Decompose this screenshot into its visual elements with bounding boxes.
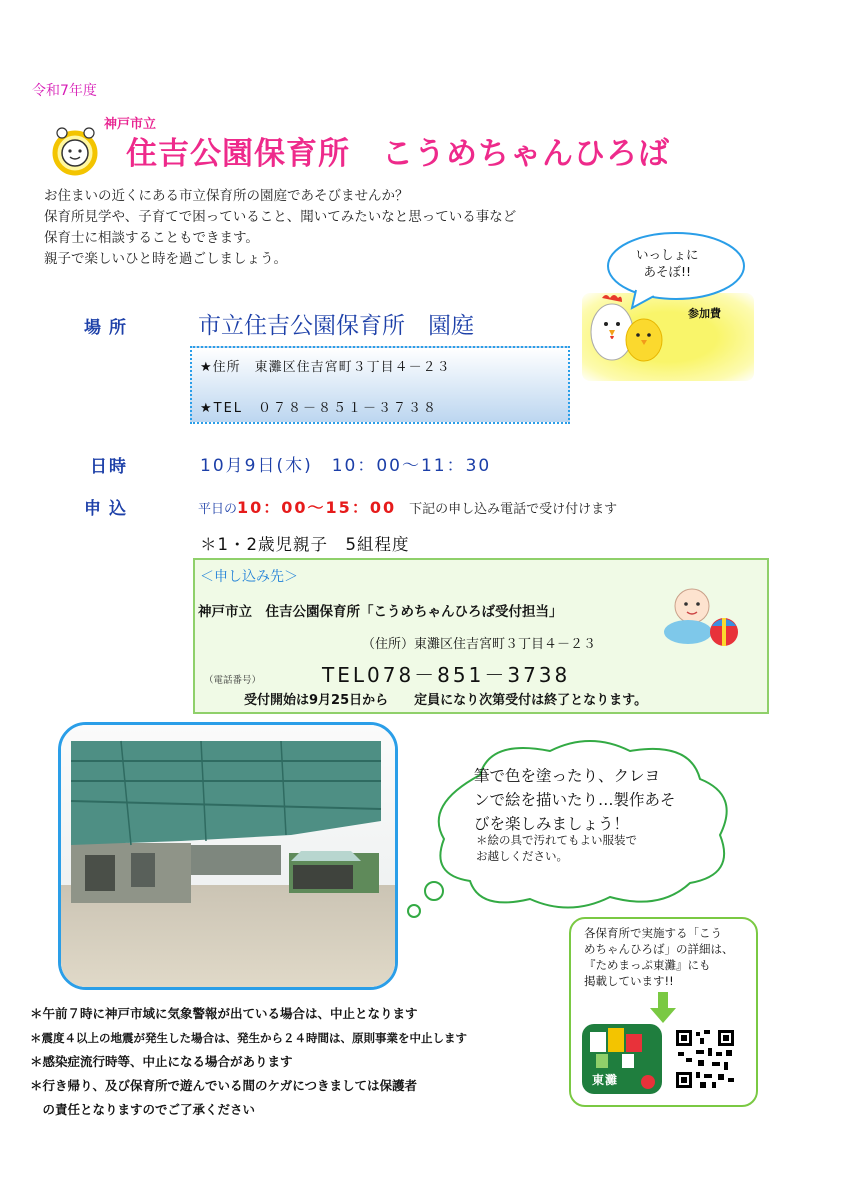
- contact-note: 受付開始は9月25日から 定員になり次第受付は終了となります。: [244, 693, 648, 708]
- app-info-text: [584, 925, 734, 989]
- app-info-line: 『ためまっぷ東灘』にも: [584, 958, 711, 972]
- app-info-line: 掲載しています!!: [584, 974, 674, 988]
- contact-tel: TEL078－851－3738: [322, 663, 571, 687]
- note-item: ＊午前７時に神戸市域に気象警報が出ている場合は、中止となります: [30, 1006, 418, 1021]
- venue-label: 場所: [84, 318, 134, 338]
- contact-heading: ＜申し込み先＞: [200, 569, 298, 585]
- note-item: の責任となりますのでご了承ください: [30, 1102, 256, 1117]
- date-label: 日時: [90, 457, 128, 477]
- apply-prefix: 平日の: [198, 502, 238, 517]
- venue-name: 市立住吉公園保育所 園庭: [198, 313, 474, 339]
- intro-line: 親子で楽しいひと時を過ごしましょう。: [44, 251, 287, 267]
- app-info-line: 各保育所で実施する「こう: [584, 926, 722, 940]
- fee-label: 参加費: [688, 307, 721, 320]
- note-item: ＊行き帰り、及び保育所で遊んでいる間のケガにつきましては保護者: [30, 1078, 418, 1093]
- city-label: 神戸市立: [104, 117, 157, 132]
- contact-tel-label: （電話番号）: [204, 675, 262, 686]
- cloud-note: [476, 832, 637, 864]
- venue-tel: ★TEL ０７８－８５１－３７３８: [200, 401, 439, 416]
- contact-name: 神戸市立 住吉公園保育所「こうめちゃんひろば受付担当」: [198, 604, 563, 620]
- intro-text: [44, 186, 516, 270]
- date-value: 10月9日(木) 10：00～11：30: [200, 456, 492, 476]
- bubble-text: [636, 246, 699, 280]
- page-title: 住吉公園保育所 こうめちゃんひろば: [126, 136, 670, 172]
- kindergarten-logo-icon: [50, 124, 100, 176]
- venue-address: ★住所 東灘区住吉宮町３丁目４－２３: [200, 360, 451, 375]
- fiscal-year: 令和7年度: [32, 83, 97, 99]
- cloud-line: びを楽しみましょう！: [474, 815, 630, 833]
- intro-line: 保育士に相談することもできます。: [44, 230, 259, 246]
- cloud-note-line: ＊絵の具で汚れてもよい服装で: [476, 833, 637, 847]
- bubble-line: いっしょに: [636, 247, 699, 262]
- intro-line: お住まいの近くにある市立保育所の園庭であそびませんか？: [44, 188, 409, 204]
- apply-suffix: 下記の申し込み電話で受け付けます: [409, 502, 618, 517]
- playground-photo: [58, 722, 398, 990]
- baby-icon: [656, 586, 740, 652]
- apply-hours: [198, 495, 617, 518]
- arrow-down-icon: [650, 992, 676, 1024]
- cloud-line: ンで絵を描いたり…製作あそ: [474, 791, 676, 809]
- app-label: 東灘: [592, 1073, 619, 1087]
- apply-label: 申込: [84, 499, 134, 519]
- capacity-text: ＊1・2歳児親子 5組程度: [200, 535, 410, 554]
- chicken-chick-icon: [588, 292, 672, 370]
- contact-address: （住所）東灘区住吉宮町３丁目４－２３: [362, 637, 597, 652]
- bubble-line: あそぼ!!: [643, 264, 692, 279]
- cloud-note-line: お越しください。: [476, 849, 568, 863]
- apply-hours-value: 10：00～15：00: [237, 498, 397, 517]
- note-item: ＊震度４以上の地震が発生した場合は、発生から２４時間は、原則事業を中止します: [30, 1031, 467, 1045]
- cloud-line: 筆で色を塗ったり、クレヨ: [474, 767, 661, 785]
- notes-list: [30, 1002, 467, 1122]
- cloud-text: [474, 764, 676, 836]
- qr-code-icon[interactable]: [674, 1028, 736, 1090]
- app-info-line: めちゃんひろば」の詳細は、: [584, 942, 734, 956]
- note-item: ＊感染症流行時等、中止になる場合があります: [30, 1054, 293, 1069]
- intro-line: 保育所見学や、子育てで困っていること、聞いてみたいなと思っている事など: [44, 209, 517, 225]
